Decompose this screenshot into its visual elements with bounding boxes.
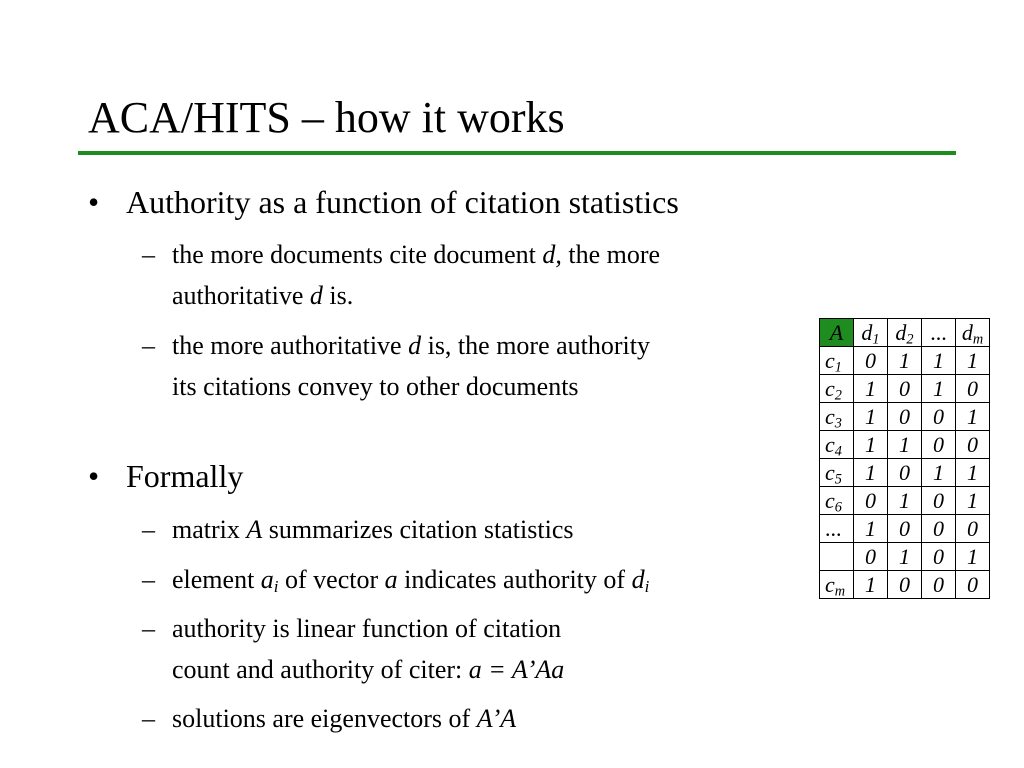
matrix-cell: 0 bbox=[956, 431, 990, 459]
matrix-cell: 1 bbox=[854, 515, 888, 543]
matrix-row bbox=[820, 347, 990, 375]
matrix-row-header: $c_m$ bbox=[820, 571, 854, 599]
matrix-cell: 0 bbox=[922, 571, 956, 599]
sub-bullet-line: the more documents cite document d, the more bbox=[172, 240, 661, 269]
matrix-cell: 1 bbox=[854, 571, 888, 599]
sub-bullet-line: element $a_i$ of vector a indicates authority of $d_i$ bbox=[172, 565, 650, 597]
matrix-row-header: $c_5$ bbox=[820, 459, 854, 487]
sub-bullet-line: solutions are eigenvectors of A’A bbox=[172, 704, 517, 733]
bullet-text: Authority as a function of citation statistics bbox=[126, 184, 679, 220]
matrix-row bbox=[820, 515, 990, 543]
sub-bullet-line: authoritative d is. bbox=[172, 281, 354, 310]
matrix-cell: 0 bbox=[888, 375, 922, 403]
matrix-cell: 1 bbox=[956, 487, 990, 515]
matrix-cell: 0 bbox=[854, 347, 888, 375]
matrix-col-header: $d_2$ bbox=[888, 319, 922, 347]
matrix-row bbox=[820, 375, 990, 403]
matrix-corner: A bbox=[820, 319, 854, 347]
matrix-col-header: ... bbox=[922, 319, 956, 347]
matrix-row-header: $c_4$ bbox=[820, 431, 854, 459]
matrix-cell: 0 bbox=[956, 375, 990, 403]
matrix-cell: 0 bbox=[922, 403, 956, 431]
matrix-cell: 1 bbox=[888, 543, 922, 571]
sub-bullet-line: the more authoritative d is, the more authority bbox=[172, 331, 650, 360]
matrix-cell: 1 bbox=[922, 375, 956, 403]
matrix-cell: 0 bbox=[922, 543, 956, 571]
matrix-cell: 0 bbox=[956, 571, 990, 599]
matrix-cell: 0 bbox=[888, 403, 922, 431]
matrix-row-header bbox=[820, 543, 854, 571]
matrix-cell: 1 bbox=[956, 543, 990, 571]
dash-icon: – bbox=[142, 240, 155, 269]
dash-icon: – bbox=[142, 331, 155, 360]
matrix-cell: 1 bbox=[922, 347, 956, 375]
matrix-row-header: $c_3$ bbox=[820, 403, 854, 431]
matrix-cell: 0 bbox=[922, 515, 956, 543]
matrix-row bbox=[820, 403, 990, 431]
matrix-cell: 0 bbox=[854, 487, 888, 515]
matrix-row-header: $c_2$ bbox=[820, 375, 854, 403]
matrix-row-header: $c_6$ bbox=[820, 487, 854, 515]
matrix-cell: 0 bbox=[854, 543, 888, 571]
matrix-cell: 0 bbox=[922, 431, 956, 459]
matrix-col-header: $d_1$ bbox=[854, 319, 888, 347]
matrix-row bbox=[820, 487, 990, 515]
sub-bullet-line: matrix A summarizes citation statistics bbox=[172, 515, 574, 544]
citation-matrix bbox=[819, 318, 990, 599]
matrix-row bbox=[820, 571, 990, 599]
bullet-text: Formally bbox=[126, 458, 244, 494]
matrix-cell: 0 bbox=[888, 459, 922, 487]
matrix-cell: 1 bbox=[956, 459, 990, 487]
matrix-cell: 1 bbox=[854, 375, 888, 403]
matrix-cell: 0 bbox=[956, 515, 990, 543]
slide-title: ACA/HITS – how it works bbox=[88, 93, 565, 142]
matrix-row bbox=[820, 459, 990, 487]
matrix-cell: 1 bbox=[922, 459, 956, 487]
sub-bullet-line: authority is linear function of citation bbox=[172, 614, 562, 643]
bullet-icon: • bbox=[88, 458, 100, 494]
matrix-cell: 1 bbox=[956, 403, 990, 431]
matrix-cell: 1 bbox=[888, 431, 922, 459]
matrix-cell: 0 bbox=[922, 487, 956, 515]
matrix-cell: 0 bbox=[888, 515, 922, 543]
sub-bullet-line: its citations convey to other documents bbox=[172, 372, 579, 401]
dash-icon: – bbox=[142, 565, 155, 594]
matrix-col-header: $d_m$ bbox=[956, 319, 990, 347]
matrix-cell: 1 bbox=[854, 459, 888, 487]
matrix-cell: 0 bbox=[888, 571, 922, 599]
dash-icon: – bbox=[142, 614, 155, 643]
matrix-row-header: $c_1$ bbox=[820, 347, 854, 375]
matrix-row bbox=[820, 431, 990, 459]
matrix-cell: 1 bbox=[854, 431, 888, 459]
matrix-cell: 1 bbox=[888, 347, 922, 375]
matrix-row-header: ... bbox=[820, 515, 854, 543]
sub-bullet-line: count and authority of citer: a = A’Aa bbox=[172, 655, 565, 684]
matrix-cell: 1 bbox=[854, 403, 888, 431]
matrix-cell: 1 bbox=[956, 347, 990, 375]
bullet-icon: • bbox=[88, 184, 100, 220]
dash-icon: – bbox=[142, 704, 155, 733]
matrix-header-row bbox=[820, 319, 990, 347]
matrix-row bbox=[820, 543, 990, 571]
title-underline bbox=[78, 151, 956, 155]
dash-icon: – bbox=[142, 515, 155, 544]
matrix-cell: 1 bbox=[888, 487, 922, 515]
